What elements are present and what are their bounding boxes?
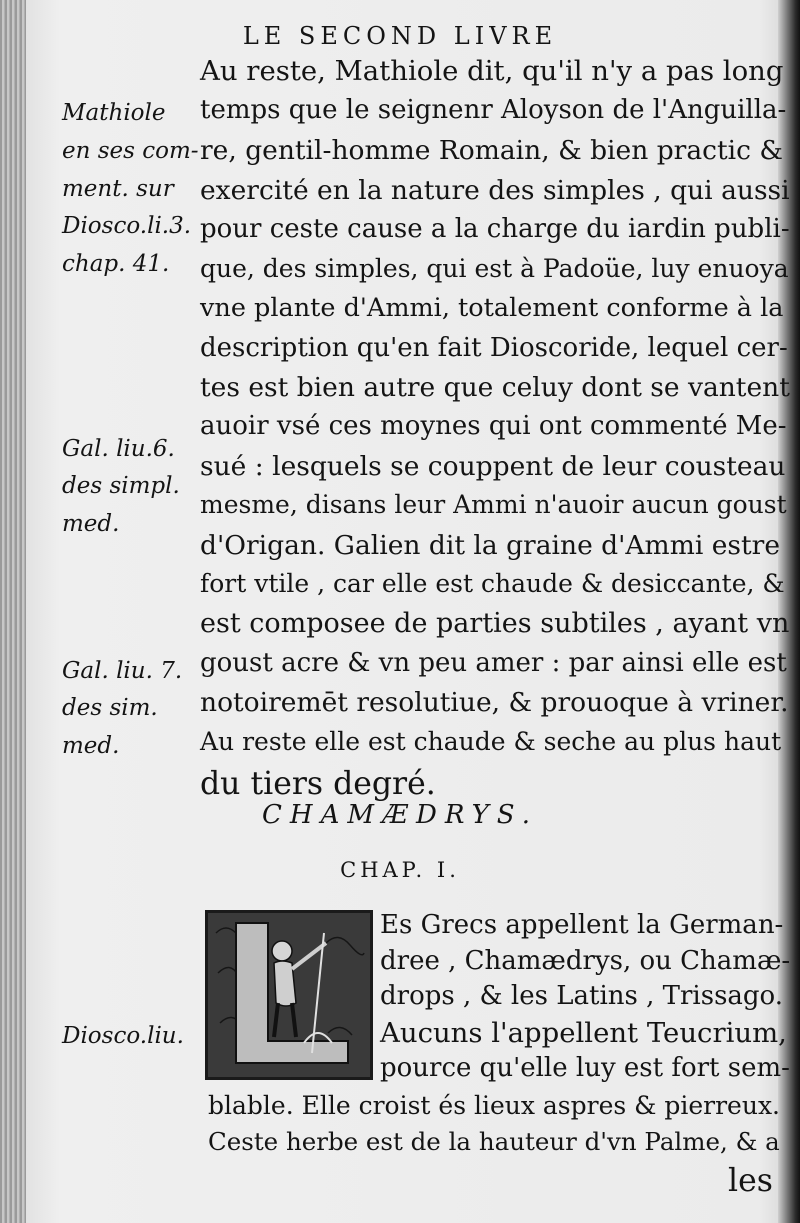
body-line: blable. Elle croist és lieux aspres & pierreux. [208,1091,780,1120]
body-line: Au reste, Mathiole dit, qu'il n'y a pas long [200,55,784,87]
woodcut-initial-art [208,913,370,1077]
margin-note: des sim. [62,695,158,721]
chapter-line: pource qu'elle luy est fort sem- [380,1053,790,1083]
body-line: fort vtile , car elle est chaude & desiccante, & [200,569,785,598]
chapter-line: dree , Chamædrys, ou Chamæ- [380,946,791,976]
chapter-line: drops , & les Latins , Trissago. [380,981,784,1011]
margin-note: Diosco.liu. [62,1023,184,1049]
margin-note: en ses com- [62,138,199,164]
chapter-line: Es Grecs appellent la German- [380,910,784,940]
chapter-heading: CHAP. I. [340,858,460,882]
body-line: Au reste elle est chaude & seche au plus haut [200,727,782,756]
body-line: notoiremēt resolutiue, & prouoque à vriner. [200,687,789,718]
section-title: CHAMÆDRYS. [262,800,538,830]
body-line: que, des simples, qui est à Padoüe, luy enuoya [200,254,789,283]
woodcut-initial [205,910,373,1080]
body-line: est composee de parties subtiles , ayant vn [200,608,790,639]
margin-note: med. [62,733,120,759]
margin-note: chap. 41. [62,251,170,277]
body-line: re, gentil-homme Romain, & bien practic & [200,135,783,166]
body-line: vne plante d'Ammi, totalement conforme à la [200,293,784,323]
body-line: exercité en la nature des simples , qui aussi [200,175,790,206]
body-line: sué : lesquels se couppent de leur cousteau [200,451,786,482]
body-line: Ceste herbe est de la hauteur d'vn Palme, & a [208,1127,780,1156]
body-line: goust acre & vn peu amer : par ainsi elle est [200,648,787,678]
margin-note: Gal. liu.6. [62,436,175,462]
catchword: les [728,1163,773,1199]
page-gutter-left [0,0,26,1223]
running-head: LE SECOND LIVRE [242,22,558,50]
body-line: description qu'en fait Dioscoride, lequel cer- [200,333,788,363]
body-line: tes est bien autre que celuy dont se vantent [200,372,790,403]
drop-cap-letter [208,1077,209,1078]
margin-note: ment. sur [62,176,174,202]
body-line: pour ceste cause a la charge du iardin publi- [200,214,790,244]
chapter-line: Aucuns l'appellent Teucrium, [380,1017,787,1049]
body-line: d'Origan. Galien dit la graine d'Ammi estre [200,530,780,561]
margin-note: Mathiole [62,100,166,126]
margin-note: des simpl. [62,473,180,499]
body-line: auoir vsé ces moynes qui ont commenté Me- [200,411,787,441]
body-line: du tiers degré. [200,766,436,802]
margin-note: Gal. liu. 7. [62,658,183,684]
margin-note: med. [62,511,120,537]
body-line: mesme, disans leur Ammi n'auoir aucun goust [200,490,787,519]
body-line: temps que le seignenr Aloyson de l'Anguilla- [200,95,787,125]
margin-note: Diosco.li.3. [62,213,192,239]
